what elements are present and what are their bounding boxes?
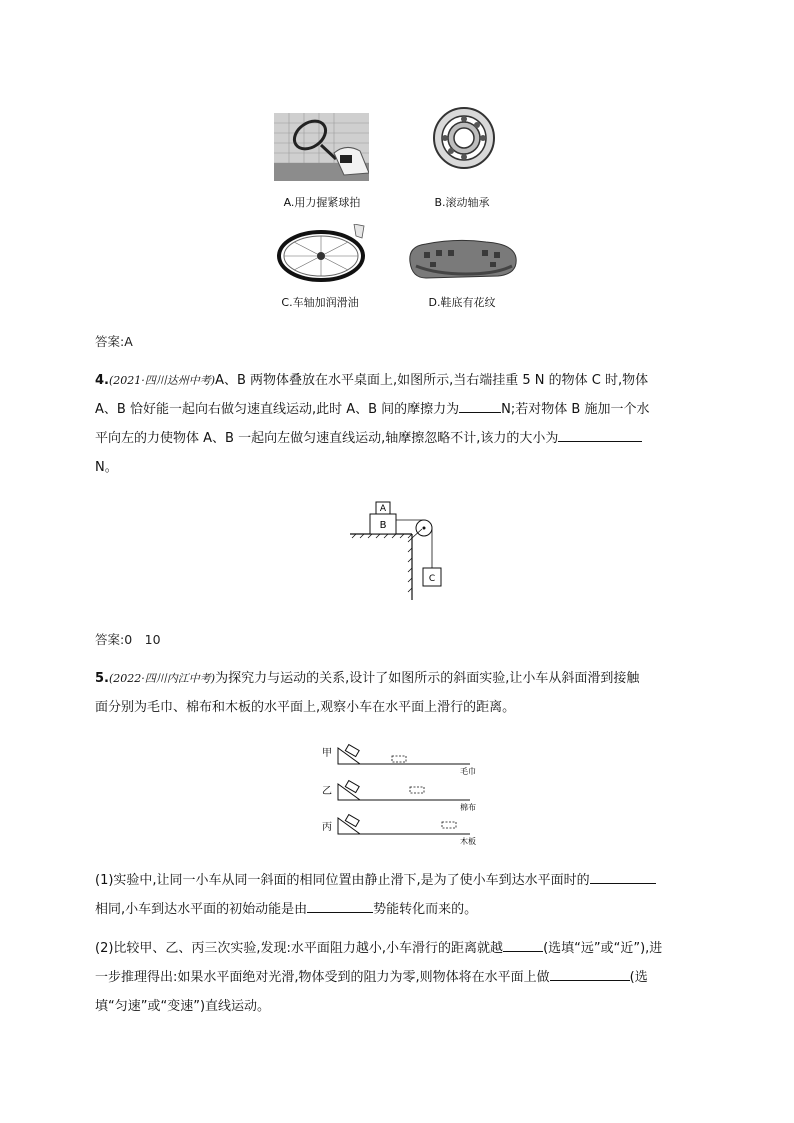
option-d-image [406,236,519,282]
q4-line3a: 平向左的力使物体 A、B 一起向左做匀速直线运动,轴摩擦忽略不计,该力的大小为 [95,431,559,446]
option-a-label: A.用力握紧球拍 [283,196,361,209]
q4-line2b: N;若对物体 B 施加一个水 [501,402,650,417]
q4-line-1 [95,366,705,395]
q5-p2-line2b: (选 [629,970,648,985]
fig-label-c: C [428,574,436,584]
fig-label-jia: 甲 [322,748,332,759]
q5-p2-line2a: 一步推理得出:如果水平面绝对光滑,物体受到的阻力为零,则物体将在水平面上做 [95,970,550,985]
q5-number: 5. [95,671,109,686]
fig-surface-towel: 毛巾 [460,767,476,776]
q5-blank-2[interactable] [307,898,373,913]
option-c-label: C.车轴加润滑油 [281,296,359,309]
question-5 [95,664,705,722]
q5-line1-text: 为探究力与运动的关系,设计了如图所示的斜面实验,让小车从斜面滑到接触 [215,671,640,686]
q5-p2-line-1 [95,934,705,963]
fig-label-yi: 乙 [322,786,332,797]
q5-blank-3[interactable] [503,937,543,952]
fig-label-a: A [379,504,387,514]
fig-label-bing: 丙 [322,822,332,833]
q5-blank-1[interactable] [590,869,656,884]
q5-p2-line1b: (选填“远”或“近”),进 [543,941,663,956]
q5-line-1 [95,664,705,693]
q5-p1-line2b: 势能转化而来的。 [373,902,478,917]
question-4 [95,366,705,482]
q5-p1-line-1 [95,866,705,895]
fig-surface-cotton: 棉布 [460,803,476,812]
q5-p1-line-2 [95,895,705,924]
q5-p2-line-3: 填“匀速”或“变速”)直线运动。 [95,999,271,1014]
answer-4: 答案:0 10 [95,632,161,647]
q4-blank-1[interactable] [459,398,501,413]
answer-3: 答案:A [95,334,133,349]
q4-line2a: A、B 恰好能一起向右做匀速直线运动,此时 A、B 间的摩擦力为 [95,402,460,417]
pulley-diagram [346,498,452,604]
q5-part-1 [95,866,705,924]
q5-p1-line2a: 相同,小车到达水平面的初始动能是由 [95,902,308,917]
q5-source: (2022·四川内江中考) [108,672,216,685]
q4-number: 4. [95,373,109,388]
q5-p1-line1-text: (1)实验中,让同一小车从同一斜面的相同位置由静止滑下,是为了使小车到达水平面时的 [95,873,590,888]
q4-source: (2021·四川达州中考) [108,374,216,387]
q4-line-2 [95,395,705,424]
option-b-image [428,102,500,174]
option-d-label: D.鞋底有花纹 [428,296,496,309]
option-b-label: B.滚动轴承 [434,196,490,209]
incline-diagram [320,742,480,852]
q5-p2-line1a: (2)比较甲、乙、丙三次实验,发现:水平面阻力越小,小车滑行的距离就越 [95,941,504,956]
fig-label-b: B [379,520,387,531]
q5-line-2: 面分别为毛巾、棉布和木板的水平面上,观察小车在水平面上滑行的距离。 [95,700,516,715]
option-a-image [274,113,369,181]
q5-part-2 [95,934,705,1021]
q4-line1-text: A、B 两物体叠放在水平桌面上,如图所示,当右端挂重 5 N 的物体 C 时,物体 [215,373,649,388]
q5-blank-4[interactable] [550,966,630,981]
q4-blank-2[interactable] [558,427,642,442]
q4-line-3 [95,424,705,453]
q4-line-4: N。 [95,460,118,475]
fig-surface-board: 木板 [460,837,476,846]
option-c-image [276,224,366,282]
q5-p2-line-2 [95,963,705,992]
